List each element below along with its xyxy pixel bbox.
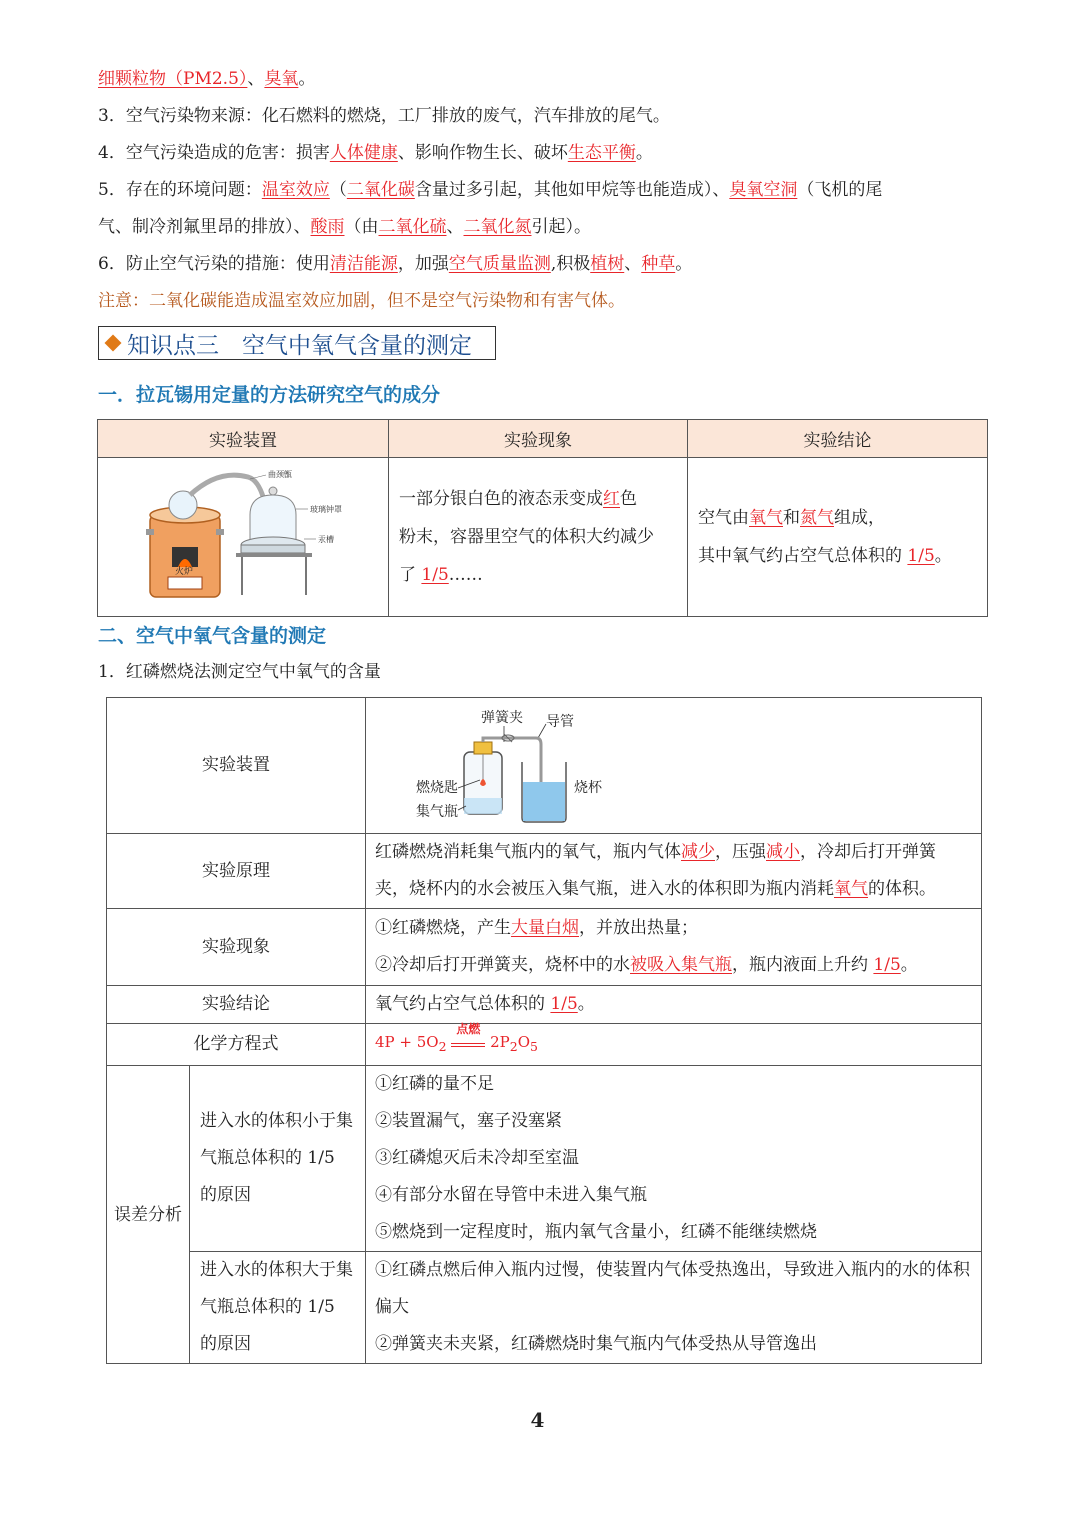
text: 。 [298, 69, 316, 89]
text: 空气由 [698, 508, 749, 528]
subheading-red-phosphorus: 1．红磷燃烧法测定空气中氧气的含量 [98, 662, 381, 682]
text: 其中氧气约占空气总体积的 [698, 546, 908, 566]
text: 、 [624, 254, 642, 274]
answer: 1/5 [421, 565, 449, 585]
header-phenomenon: 实验现象 [389, 420, 688, 458]
line-measures [98, 253, 692, 275]
text: …… [448, 565, 483, 585]
label-gas-bottle: 集气瓶 [416, 804, 458, 820]
answer: 被吸入集气瓶 [630, 955, 732, 975]
heading-lavoisier: 一．拉瓦锡用定量的方法研究空气的成分 [98, 384, 441, 406]
list-item: ④有部分水留在导管中未进入集气瓶 [375, 1185, 647, 1205]
row-label-conclusion: 实验结论 [107, 986, 366, 1024]
more-reason-list [366, 1252, 982, 1364]
text: 4．空气污染造成的危害：损害 [98, 143, 330, 163]
text: 和 [783, 508, 800, 528]
row-label-apparatus: 实验装置 [107, 698, 366, 834]
line-problems-1 [98, 179, 882, 201]
diamond-icon [105, 335, 122, 352]
text: ，冷却后打开弹簧 [800, 842, 936, 862]
text: 一部分银白色的液态汞变成 [399, 489, 603, 509]
text: （飞机的尾 [797, 180, 883, 200]
note: 注意：二氧化碳能造成温室效应加剧，但不是空气污染物和有害气体。 [98, 291, 625, 311]
answer: 酸雨 [310, 217, 345, 237]
text: 。 [934, 546, 952, 566]
lavoisier-apparatus-diagram [138, 465, 348, 605]
label-retort: 曲颈甑 [268, 469, 292, 479]
answer: 减小 [766, 842, 800, 862]
list-item: ①红磷的量不足 [375, 1074, 494, 1094]
text: 组成， [834, 508, 885, 528]
text: ，加强 [397, 254, 449, 274]
label-spring-clip: 弹簧夹 [481, 710, 523, 726]
list-item: ⑤燃烧到一定程度时，瓶内氧气含量小，红磷不能继续燃烧 [375, 1222, 817, 1242]
text: 气、制冷剂氟里昂的排放）、 [98, 217, 311, 237]
text: 的体积。 [868, 879, 936, 899]
text: 。 [900, 955, 918, 975]
text: 5．存在的环境问题： [98, 180, 262, 200]
equation-cell [366, 1024, 982, 1066]
answer: 氧气 [834, 879, 868, 899]
answer: 空气质量监测 [448, 254, 551, 274]
answer: 大量白烟 [511, 918, 579, 938]
label-furnace: 火炉 [175, 566, 194, 577]
text: 色 [620, 489, 637, 509]
list-item: ②弹簧夹未夹紧，红磷燃烧时集气瓶内气体受热从导管逸出 [375, 1334, 817, 1354]
less-reason-list [366, 1066, 982, 1252]
section-title: 知识点三 空气中氧气含量的测定 [127, 332, 472, 359]
eq-condition: 点燃 [456, 1022, 481, 1036]
answer: 人体健康 [329, 143, 398, 163]
eq-right-o: O [517, 1033, 531, 1051]
text: 。 [635, 143, 653, 163]
answer: 红 [603, 489, 620, 509]
page-number: 4 [530, 1408, 545, 1432]
label-mercury-trough: 汞槽 [318, 534, 334, 544]
phenomenon-cell-2 [366, 909, 982, 986]
text: 红磷燃烧消耗集气瓶内的氧气，瓶内气体 [375, 842, 681, 862]
label-beaker: 烧杯 [574, 780, 602, 796]
text: ，并放出热量； [579, 918, 698, 938]
text: 、 [446, 217, 464, 237]
row-label-equation: 化学方程式 [107, 1024, 366, 1066]
text: ，压强 [715, 842, 766, 862]
answer: 细颗粒物（PM2.5） [98, 69, 248, 89]
eq-sub: 5 [530, 1039, 538, 1054]
answer: 氧气 [749, 508, 783, 528]
text: 、影响作物生长、破坏 [397, 143, 568, 163]
line-problems-2 [98, 216, 591, 238]
text: 引起）。 [531, 217, 591, 237]
line-pollutants-end [98, 68, 315, 90]
row-label-phenomenon: 实验现象 [107, 909, 366, 986]
eq-sub: 2 [509, 1039, 518, 1054]
label-bell-jar: 玻璃钟罩 [310, 504, 342, 514]
answer: 1/5 [550, 994, 578, 1014]
answer: 二氧化氮 [463, 217, 532, 237]
list-item: ①红磷点燃后伸入瓶内过慢，使装置内气体受热逸出，导致进入瓶内的水的体积偏大 [375, 1260, 970, 1317]
text: 了 [399, 565, 422, 585]
text: ①红磷燃烧，产生 [375, 918, 511, 938]
text: （ [329, 180, 347, 200]
answer: 1/5 [873, 955, 901, 975]
answer: 减少 [681, 842, 715, 862]
text: 6．防止空气污染的措施：使用 [98, 254, 330, 274]
text: ，瓶内液面上升约 [732, 955, 874, 975]
header-conclusion: 实验结论 [688, 420, 988, 458]
text: 氧气约占空气总体积的 [375, 994, 551, 1014]
principle-cell [366, 834, 982, 909]
more-reason-label: 进入水的体积大于集气瓶总体积的 1/5 的原因 [190, 1252, 366, 1364]
text: 夹，烧杯内的水会被压入集气瓶，进入水的体积即为瓶内消耗 [375, 879, 834, 899]
lavoisier-table [97, 419, 988, 617]
eq-sub: 2 [438, 1039, 447, 1054]
answer: 臭氧空洞 [729, 180, 798, 200]
conclusion-cell [688, 458, 988, 617]
conclusion-cell-2 [366, 986, 982, 1024]
conclusion-text [688, 499, 987, 575]
text: （由 [344, 217, 379, 237]
answer: 1/5 [907, 546, 935, 566]
text: 。 [675, 254, 693, 274]
text: 、 [247, 69, 265, 89]
apparatus-cell [98, 458, 389, 617]
row-label-principle: 实验原理 [107, 834, 366, 909]
answer: 氮气 [800, 508, 834, 528]
eq-right: 2P [490, 1033, 510, 1051]
section-title-box [98, 326, 496, 360]
row-label-error: 误差分析 [107, 1066, 190, 1364]
answer: 温室效应 [261, 180, 330, 200]
line-sources: 3．空气污染物来源：化石燃料的燃烧，工厂排放的废气，汽车排放的尾气。 [98, 106, 670, 126]
text: 含量过多引起，其他如甲烷等也能造成）、 [414, 180, 730, 200]
answer: 种草 [641, 254, 676, 274]
label-tube: 导管 [546, 714, 574, 730]
apparatus-diagram-cell [366, 698, 982, 834]
heading-oxygen-measurement: 二、空气中氧气含量的测定 [98, 625, 327, 647]
list-item: ③红磷熄灭后未冷却至室温 [375, 1148, 579, 1168]
text: 。 [577, 994, 595, 1014]
list-item: ②装置漏气，塞子没塞紧 [375, 1111, 562, 1131]
phenomenon-cell [389, 458, 688, 617]
text: ,积极 [550, 254, 591, 274]
answer: 臭氧 [264, 69, 299, 89]
header-apparatus: 实验装置 [98, 420, 389, 458]
answer: 二氧化硫 [378, 217, 447, 237]
less-reason-label: 进入水的体积小于集气瓶总体积的 1/5 的原因 [190, 1066, 366, 1252]
phenomenon-text [389, 480, 687, 594]
eq-sign [451, 1043, 485, 1047]
eq-left: 4P + 5O [375, 1033, 439, 1051]
answer: 清洁能源 [329, 254, 398, 274]
text: ②冷却后打开弹簧夹，烧杯中的水 [375, 955, 630, 975]
phosphorus-apparatus-diagram [386, 698, 636, 830]
answer: 二氧化碳 [346, 180, 415, 200]
answer: 生态平衡 [567, 143, 636, 163]
text: 粉末，容器里空气的体积大约减少 [399, 527, 654, 547]
line-harms [98, 142, 653, 164]
label-spoon: 燃烧匙 [416, 780, 458, 796]
red-phosphorus-table [106, 697, 982, 1364]
answer: 植树 [590, 254, 625, 274]
